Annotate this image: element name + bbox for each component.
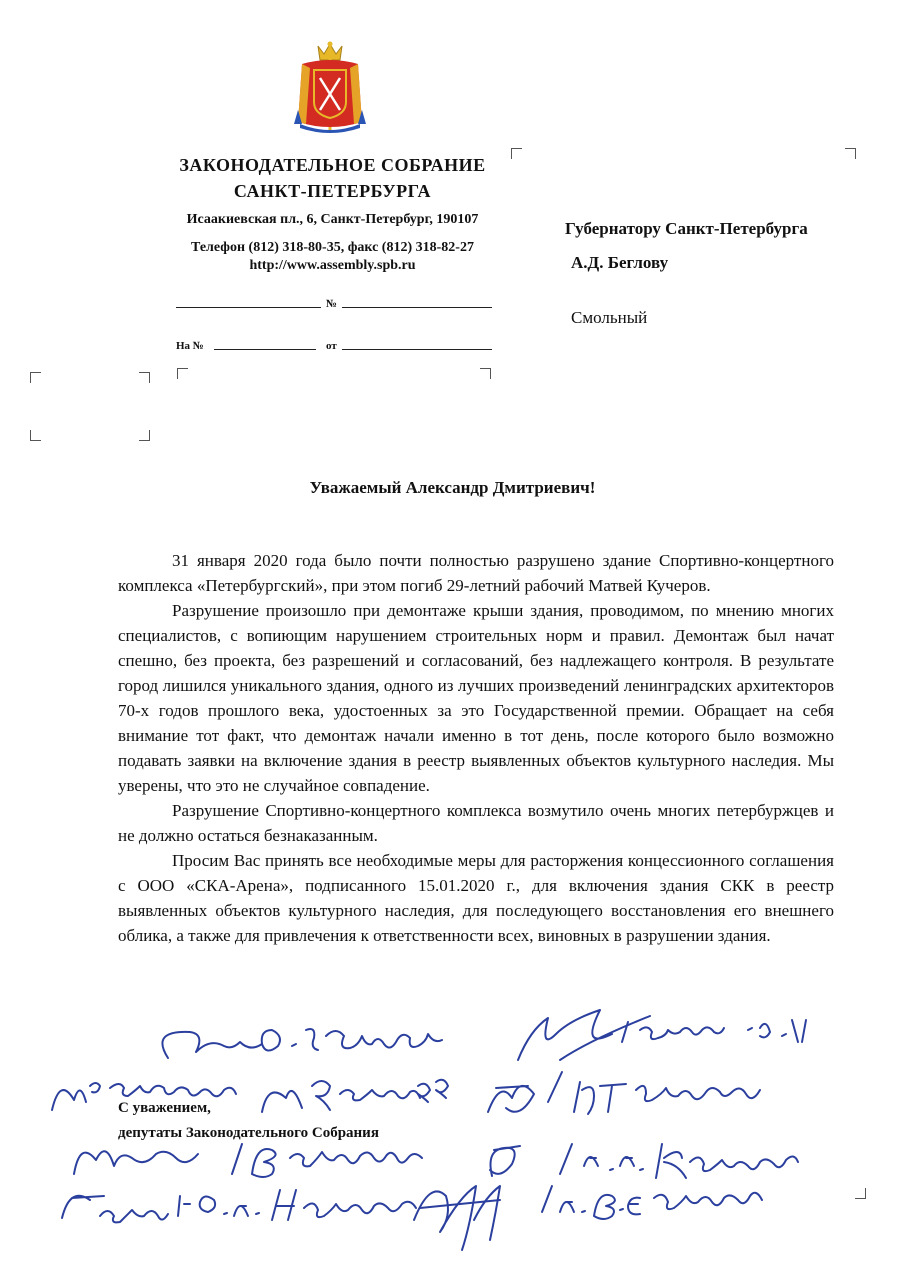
ref-number-line [214,349,316,350]
ref-number-label: На № [176,340,204,352]
letter-body [118,548,834,948]
addressee-corner-mark [511,148,522,159]
addressee-name: А.Д. Беглову [571,253,669,272]
ref-date-line [342,349,492,350]
outgoing-date-line [176,307,321,308]
outgoing-number-line [342,307,492,308]
salutation: Уважаемый Александр Дмитриевич! [309,478,596,497]
coat-of-arms-emblem [290,40,370,135]
organization-name-line2: САНКТ-ПЕТЕРБУРГА [233,181,432,201]
corner-mark [30,430,41,441]
body-paragraph: Разрушение произошло при демонтаже крыши здания, проводимом, по мнению многих специалистов, с вопиющим нарушением строительных норм и правил. Демонтаж был начат спешно, без проекта, без разрешений и согласований, без надлежащего контроля. В результате город лишился уникального здания, одного из лучших произведений ленинградских архитекторов 70-х годов прошлого века, удостоенных за это Государственной премии. Обращает на себя внимание тот факт, что демонтаж начали именно в тот день, после которого было возможно подавать заявки на включение здания в реестр выявленных объектов культурного наследия. Мы уверены, что это не случайное совпадение. [118,601,834,795]
addressee-title: Губернатору Санкт-Петербурга [565,219,808,238]
from-label: от [326,340,337,352]
organization-address: Исаакиевская пл., 6, Санкт-Петербург, 190107 [186,212,479,227]
corner-mark [480,368,491,379]
closing-regards: С уважением, [118,1100,211,1116]
organization-phone: Телефон (812) 318-80-35, факс (812) 318-82-27 [191,240,474,255]
corner-mark [139,372,150,383]
body-paragraph: Разрушение Спортивно-концертного комплекса возмутило очень многих петербуржцев и не должно остаться безнаказанным. [118,801,834,845]
corner-mark [30,372,41,383]
addressee-corner-mark [845,148,856,159]
corner-mark [139,430,150,441]
handwritten-signatures [0,990,905,1280]
organization-website: http://www.assembly.spb.ru [249,258,416,273]
organization-name-line1: ЗАКОНОДАТЕЛЬНОЕ СОБРАНИЕ [179,155,486,175]
number-label: № [326,298,338,310]
body-paragraph: Просим Вас принять все необходимые меры для расторжения концессионного соглашения с ООО «СКА-Арена», подписанного 15.01.2020 г., для включения здания СКК в реестр выявленных объектов культурного наследия, для последующего восстановления его внешнего облика, а также для привлечения к ответственности всех, виновных в разрушении здания. [118,851,834,945]
corner-mark [177,368,188,379]
addressee-location: Смольный [571,308,648,327]
closing-signatories: депутаты Законодательного Собрания [118,1125,379,1141]
body-paragraph: 31 января 2020 года было почти полностью разрушено здание Спортивно-концертного комплекса «Петербургский», при этом погиб 29-летний рабочий Матвей Кучеров. [118,551,834,595]
